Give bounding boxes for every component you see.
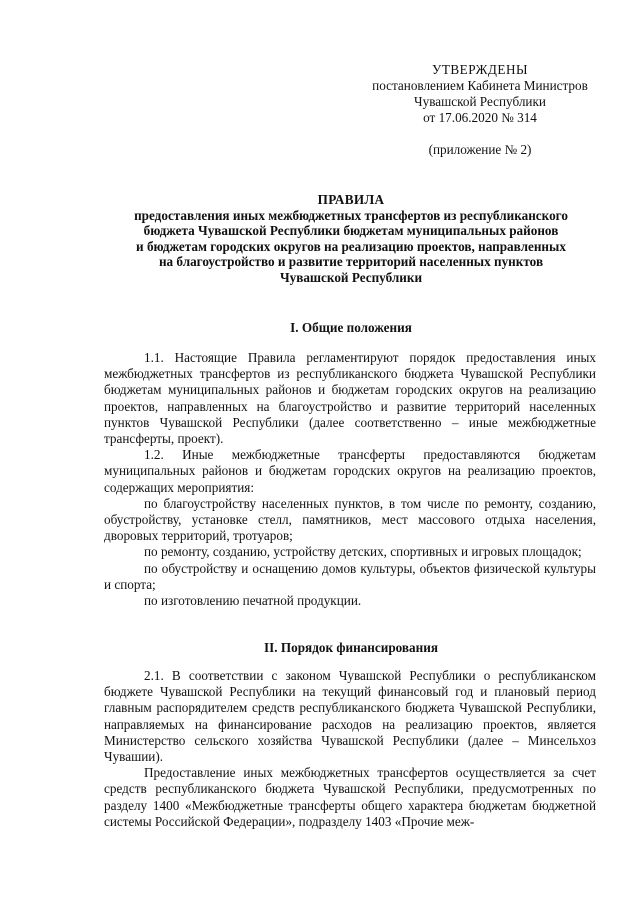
title-subtitle-line: на благоустройство и развитие территорий населенных пунктов: [158, 254, 544, 269]
title-subtitle-line: и бюджетам городских округов на реализацию проектов, направленных: [136, 238, 566, 254]
title-main: ПРАВИЛА: [317, 192, 385, 207]
paragraph: 1.2. Иные межбюджетные трансферты предоставляются бюджетам муниципальных районов и бюджетам городских округов на реализацию проектов, содержащих мероприятия:: [104, 447, 596, 495]
approval-line: постановлением Кабинета Министров: [372, 78, 588, 93]
approval-heading: УТВЕРЖДЕНЫ: [431, 62, 528, 77]
document-title: [96, 192, 606, 285]
approval-line: Чувашской Республики: [414, 94, 546, 109]
paragraph: по изготовлению печатной продукции.: [144, 593, 362, 609]
approval-line: от 17.06.2020 № 314: [423, 110, 537, 125]
paragraph: 2.1. В соответствии с законом Чувашской Республики о республиканском бюджете Чувашской Республики на текущий финансовый год и плановый период главным распорядителем средств республиканского бюджета Чувашской Республики, направляемых на финансирование расходов на реализацию проектов, является Министерство сельского хозяйства Чувашской Республики (далее – Минсельхоз Чувашии).: [104, 668, 596, 765]
section-body-financing: [104, 668, 596, 830]
title-subtitle-line: предоставления иных межбюджетных трансфертов из республиканского: [134, 207, 568, 223]
paragraph: по ремонту, созданию, устройству детских, спортивных и игровых площадок;: [144, 544, 582, 560]
approval-stamp: [360, 62, 600, 158]
paragraph: по обустройству и оснащению домов культуры, объектов физической культуры и спорта;: [104, 560, 596, 592]
appendix-label: (приложение № 2): [428, 142, 532, 157]
section-heading-financing: II. Порядок финансирования: [264, 640, 438, 655]
section-heading-general: I. Общие положения: [290, 320, 412, 335]
title-subtitle-line: бюджета Чувашской Республики бюджетам муниципальных районов: [143, 223, 559, 238]
paragraph: 1.1. Настоящие Правила регламентируют порядок предоставления иных межбюджетных трансфертов из республиканского бюджета Чувашской Республики бюджетам муниципальных районов и бюджетам городских округов на реализацию проектов, направленных на благоустройство и развитие территорий населенных пунктов Чувашской Республики (далее соответственно – иные межбюджетные трансферты, проект).: [104, 350, 596, 447]
paragraph: Предоставление иных межбюджетных трансфертов осуществляется за счет средств республиканского бюджета Чувашской Республики, предусмотренных по разделу 1400 «Межбюджетные трансферты общего характера бюджетам бюджетной системы Российской Федерации», подразделу 1403 «Прочие меж-: [104, 765, 596, 829]
section-body-general: [104, 350, 596, 609]
paragraph: по благоустройству населенных пунктов, в том числе по ремонту, созданию, обустройству, установке стелл, памятников, мест массового отдыха населения, дворовых территорий, тротуаров;: [104, 495, 596, 544]
title-subtitle-line: Чувашской Республики: [279, 269, 423, 285]
